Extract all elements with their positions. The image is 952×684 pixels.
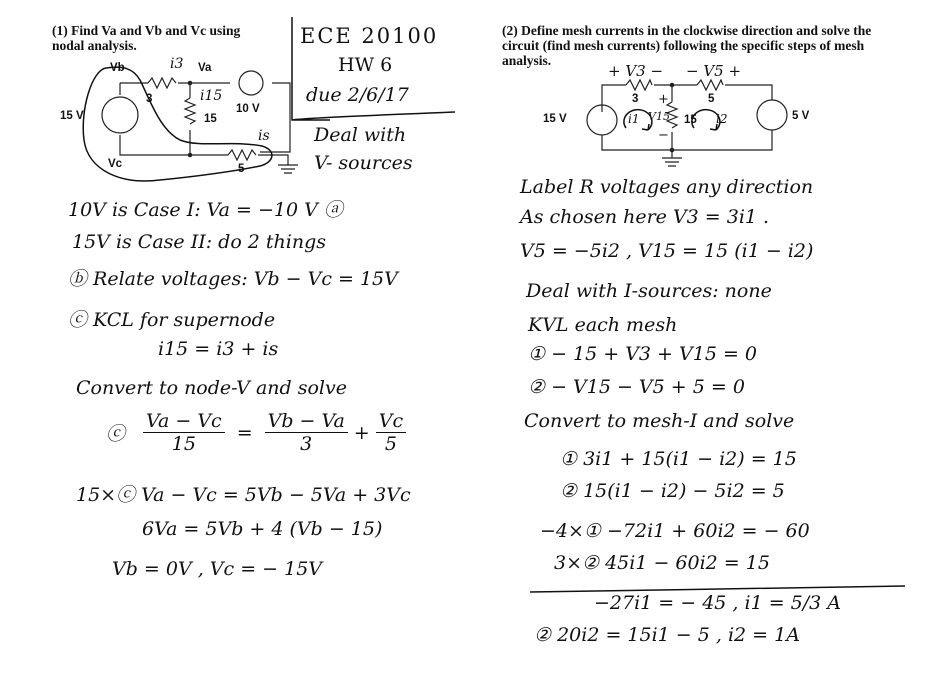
deal-label-2: V- sources [314,152,413,174]
p2-line-8: Convert to mesh-I and solve [524,410,795,432]
c2-top-wire [602,85,772,112]
c1-is-label: is [258,128,270,144]
c1-r3-label: 3 [146,93,153,105]
p1-line-6: Convert to node-V and solve [76,377,347,399]
c1-node-vc: Vc [108,158,123,170]
c1-r15-label: 15 [204,113,217,125]
p1-line-3: ⓑ Relate voltages: Vb − Vc = 15V [68,268,398,290]
p1-frac-3: $\frac{Vc}{5}$ [376,410,406,455]
c1-10v-label: 10 V [236,103,260,115]
c2-ground [662,150,682,166]
c2-r15-label: 15 [684,114,697,126]
c2-bottom-wire [602,130,772,150]
p2-line-5: KVL each mesh [528,314,678,336]
c1-i15-label: i15 [200,88,223,104]
p2-line-9: ① 3i1 + 15(i1 − i2) = 15 [560,448,797,470]
p2-line-12: 3×② 45i1 − 60i2 = 15 [554,552,770,574]
p1-l7-label: ⓒ [106,423,126,445]
c2-v5-label: − V5 + [686,62,742,80]
c2-minus-label: − [658,128,669,143]
p1-line-9: 6Va = 5Vb + 4 (Vb − 15) [142,518,383,540]
problem2-title: (2) Define mesh currents in the clockwise direction and solve the [502,23,872,38]
p1-line-2: 15V is Case II: do 2 things [72,231,327,253]
c2-i1-arrow [642,124,649,130]
c2-v3-label: + V3 − [608,62,664,80]
c2-r3-label: 3 [632,93,639,105]
p2-line-6: ① − 15 + V3 + V15 = 0 [528,343,758,365]
p1-line-4: ⓒ KCL for supernode [68,309,276,331]
p1-line-10: Vb = 0V , Vc = − 15V [112,558,323,580]
c1-node-vb: Vb [110,62,125,74]
c1-r5-label: 5 [238,163,245,175]
c2-i2-label: i2 [716,112,728,126]
p1-frac-1: $\frac{Va - Vc}{15}$ [143,410,225,455]
c2-plus-label: + [658,92,669,107]
p1-line-7: ⓒ $\frac{Va - Vc}{15}$ = $\frac{Vb - Va}{3}$ + $\frac{Vc}{5}$ [106,410,410,455]
c1-node-va: Va [198,62,212,74]
c2-15v-label: 15 V [543,113,567,125]
problem1-title: (1) Find Va and Vb and Vc using [52,23,241,38]
p2-line-14: ② 20i2 = 15i1 − 5 , i2 = 1A [534,624,800,646]
p2-line-13: −27i1 = − 45 , i1 = 5/3 A [594,592,842,614]
c2-v15-label: V15 [648,110,670,123]
p2-line-7: ② − V15 − V5 + 5 = 0 [528,376,745,398]
p2-line-2: As chosen here V3 = 3i1 . [520,206,770,228]
hw-label: HW 6 [338,54,393,76]
c2-5v-source [757,100,787,130]
problem2-title-line3: analysis. [502,53,552,68]
p1-line-8: 15×ⓒ Va − Vc = 5Vb − 5Va + 3Vc [76,484,411,506]
c1-i3-label: i3 [170,56,184,72]
p1-frac-2: $\frac{Vb - Va}{3}$ [265,410,348,455]
p2-line-4: Deal with I-sources: none [526,280,772,302]
p2-line-10: ② 15(i1 − i2) − 5i2 = 5 [560,480,785,502]
p2-line-11: −4×① −72i1 + 60i2 = − 60 [540,520,810,542]
problem1-title-line2: nodal analysis. [52,38,137,53]
c2-5v-label: 5 V [792,110,810,122]
p1-line-1: 10V is Case I: Va = −10 V ⓐ [68,199,343,221]
c2-r5-zigzag [697,80,723,90]
problem2-title-line2: circuit (find mesh currents) following the specific steps of mesh [502,38,865,53]
due-label: due 2/6/17 [306,84,409,106]
course-label: ECE 20100 [300,24,439,48]
c1-15v-label: 15 V [60,110,84,122]
deal-label-1: Deal with [314,124,407,146]
c2-r5-label: 5 [708,93,715,105]
p2-line-1: Label R voltages any direction [520,176,814,198]
c2-r3-zigzag [626,80,652,90]
c2-i1-label: i1 [628,112,640,126]
p1-line-5: i15 = i3 + is [158,338,279,360]
p2-line-3: V5 = −5i2 , V15 = 15 (i1 − i2) [520,240,814,262]
